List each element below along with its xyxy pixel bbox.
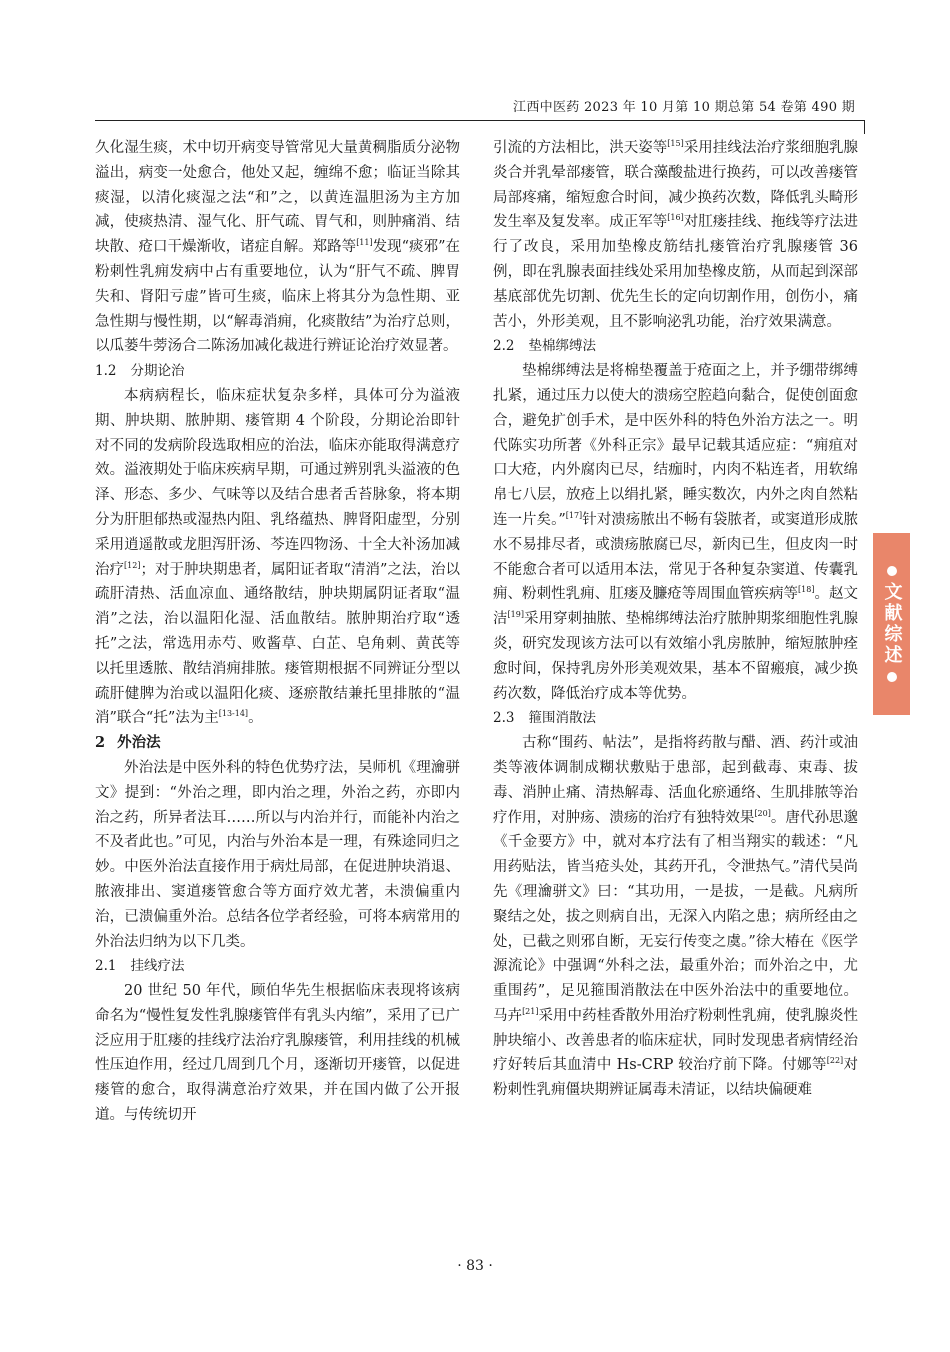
- text: 本病病程长，临床症状复杂多样，具体可分为溢液期、肿块期、脓肿期、瘘管期 4 个阶段，分期论治即针对不同的发病阶段选取相应的治法，临床亦能取得满意疗效。溢液期处于临床疾病早期，可通过辨别乳头溢液的色泽、形态、多少、气味等以及结合患者舌苔脉象，将本期分为肝胆郁热或湿热内阻、乳络蕴热、脾肾阳虚型，分别采用逍遥散或龙胆泻肝汤、芩连四物汤、十全大补汤加减治疗: [95, 387, 460, 578]
- bullet-dot-icon: [887, 672, 897, 682]
- paragraph-left-2: [95, 384, 460, 731]
- paragraph-left-4: 20 世纪 50 年代，顾伯华先生根据临床表现将该病命名为“慢性复发性乳腺瘘管伴有乳头内缩”，采用了已广泛应用于肛瘘的挂线疗法治疗乳腺瘘管，利用挂线的机械性压迫作用，经过几周到几个月，逐渐切开瘘管，以促进瘘管的愈合，取得满意治疗效果，并在国内做了公开报道。与传统切开: [95, 983, 460, 1124]
- left-column: [95, 136, 460, 1128]
- text: 。: [248, 710, 263, 727]
- side-tab-label: 文献综述: [881, 582, 903, 666]
- text: 发现“痰邪”在粉刺性乳痈发病中占有重要地位，认为“肝气不疏、脾胃失和、肾阳亏虚”皆可生痰，临床上将其分为急性期、亚急性期与慢性期，以“解毒消痈，化痰散结”为治疗总则，以瓜蒌牛蒡汤合二陈汤加减化裁进行辨证论治疗效显著。: [95, 239, 461, 355]
- text: 采用挂线法治疗浆细胞乳腺炎合并乳晕部瘘管，联合藻酸盐进行换药，可以改善瘘管局部疼痛，缩短愈合时间，减少换药次数，降低乳头畸形发生率及复发率。成正军等: [493, 140, 859, 231]
- text: 采用中药桂香散外用治疗粉刺性乳痈，使乳腺炎性肿块缩小、改善患者的临床症状，同时发现患者病情经治疗好转后其血清中 Hs-CRP 较治疗前下降。付娜等: [493, 1007, 859, 1074]
- section-number: 2.3: [493, 710, 515, 727]
- citation: [22]: [826, 1056, 844, 1066]
- citation: [18]: [798, 585, 815, 595]
- text: 对肛瘘挂线、拖线等疗法进行了改良，采用加垫橡皮筋结扎瘘管治疗乳腺瘘管 36 例，即在乳腺表面挂线处采用加垫橡皮筋，从而起到深部基底部优先切割、优先生长的定向切割作用，创伤小，痛苦小，外形美观，且不影响泌乳功能，治疗效果满意。: [493, 214, 859, 330]
- header-rule-tick: [864, 120, 865, 134]
- header-rule: [95, 120, 865, 121]
- text: 。唐代孙思邈《千金要方》中，就对本疗法有了相当翔实的载述：“凡用药贴法，皆当疮头处，其药开孔，令泄热气。”清代吴尚先《理瀹骈文》曰：“其功用，一是拔，一是截。凡病所聚结之处，拔之则病自出，无深入内陷之患；病所经由之处，已截之则邪自断，无妄行传变之虞。”徐大椿在《医学源流论》中强调“外科之法，最重外治；而外治之中，尤重围药”，足见箍围消散法在中医外治法中的重要地位。马卉: [493, 809, 859, 1024]
- section-number: 2.1: [95, 958, 117, 975]
- text: 采用穿刺抽脓、垫棉绑缚法治疗脓肿期浆细胞性乳腺炎，研究发现该方法可以有效缩小乳房脓肿，缩短脓肿痊愈时间，保持乳房外形美观效果，基本不留瘢痕，减少换药次数，降低治疗成本等优势。: [493, 611, 859, 702]
- section-title: 垫棉绑缚法: [528, 338, 596, 355]
- citation: [17]: [565, 510, 583, 520]
- paragraph-left-1: [95, 136, 460, 359]
- citation: [12]: [124, 560, 141, 570]
- text: ；对于肿块期患者，属阳证者取“清消”之法，治以疏肝清热、活血凉血、通络散结，肿块期属阴证者取“温消”之法，治以温阳化湿、活血散结。脓肿期治疗取“透托”之法，常选用赤芍、败酱草、白芷、皂角刺、黄芪等以托里透脓、散结消痈排脓。瘘管期根据不同辨证分型以疏肝健脾为治或以温阳化痰、逐瘀散结兼托里排脓的“温消”联合“托”法为主: [95, 561, 461, 727]
- section-title: 外治法: [117, 734, 161, 752]
- heading-1-2: [95, 359, 460, 384]
- text: 古称“围药、帖法”，是指将药散与醋、酒、药汁或油类等液体调制成糊状敷贴于患部，起到截毒、束毒、拔毒、消肿止痛、清热解毒、活血化瘀通络、生肌排脓等治疗作用，对肿疡、溃疡的治疗有独特效果: [493, 735, 858, 826]
- heading-2: [95, 731, 460, 756]
- citation: [15]: [667, 139, 684, 148]
- text: 垫棉绑缚法是将棉垫覆盖于疮面之上，并予绷带绑缚扎紧，通过压力以使大的溃疡空腔趋向黏合，促使创面愈合，避免扩创手术，是中医外科的特色外治方法之一。明代陈实功所著《外科正宗》最早记载其适应症：“痈疽对口大疮，内外腐肉已尽，结痂时，内肉不粘连者，用软绵帛七八层，放疮上以绢扎紧，睡实数次，内外之肉自然粘连一片矣。”: [493, 363, 858, 528]
- heading-2-3: [493, 706, 858, 731]
- citation: [13-14]: [218, 709, 249, 719]
- citation: [11]: [356, 238, 373, 248]
- text: 针对溃疡脓出不畅有袋脓者，或窦道形成脓水不易排尽者，或溃疡脓腐已尽，新肉已生，但皮肉一时不能愈合者可以适用本法，常见于各种复杂窦道、传囊乳痈、粉刺性乳痈、肛瘘及臁疮等周围血管疾病等: [493, 511, 858, 603]
- right-column: [493, 136, 858, 1103]
- citation: [21]: [522, 1006, 539, 1016]
- citation: [19]: [507, 610, 524, 620]
- heading-2-1: [95, 954, 460, 979]
- text: 引流的方法相比，洪天姿等: [493, 140, 668, 156]
- page-number: · 83 ·: [457, 1258, 493, 1274]
- section-title: 箍围消散法: [528, 710, 596, 727]
- heading-2-2: [493, 334, 858, 359]
- section-title: 挂线疗法: [130, 958, 185, 975]
- paragraph-right-1: [493, 136, 858, 334]
- paragraph-right-3: [493, 731, 858, 1103]
- section-number: 2: [95, 734, 106, 752]
- text: 对粉刺性乳痈僵块期辨证属毒未清证，以结块偏硬难: [493, 1057, 858, 1099]
- section-number: 1.2: [95, 363, 117, 380]
- running-header: 江西中医药 2023 年 10 月第 10 期总第 54 卷第 490 期: [513, 100, 855, 115]
- section-number: 2.2: [493, 338, 515, 355]
- text: 久化湿生痰，术中切开病变导管常见大量黄稠脂质分泌物溢出，病变一处愈合，他处又起，缠绵不愈；临证当除其痰湿，以清化痰湿之法“和”之，以黄连温胆汤为主方加减，使痰热清、湿气化、肝气疏、胃气和，则肿痛消、结块散、疮口干燥渐收，诸症自解。郑路等: [95, 140, 460, 256]
- bullet-dot-icon: [887, 566, 897, 576]
- citation: [20]: [754, 808, 771, 818]
- paragraph-left-3: 外治法是中医外科的特色优势疗法，吴师机《理瀹骈文》提到：“外治之理，即内治之理，外治之药，亦即内治之药，所异者法耳……所以与内治并行，而能补内治之不及者此也。”可见，内治与外治本是一理，有殊途同归之妙。中医外治法直接作用于病灶局部，在促进肿块消退、脓液排出、窦道瘘管愈合等方面疗效尤著，未溃偏重内治，已溃偏重外治。总结各位学者经验，可将本病常用的外治法归纳为以下几类。: [95, 759, 460, 950]
- citation: [16]: [667, 213, 684, 223]
- section-side-tab: [873, 533, 910, 715]
- paragraph-right-2: [493, 359, 858, 706]
- text: 。赵文洁: [493, 586, 859, 628]
- section-title: 分期论治: [130, 363, 185, 380]
